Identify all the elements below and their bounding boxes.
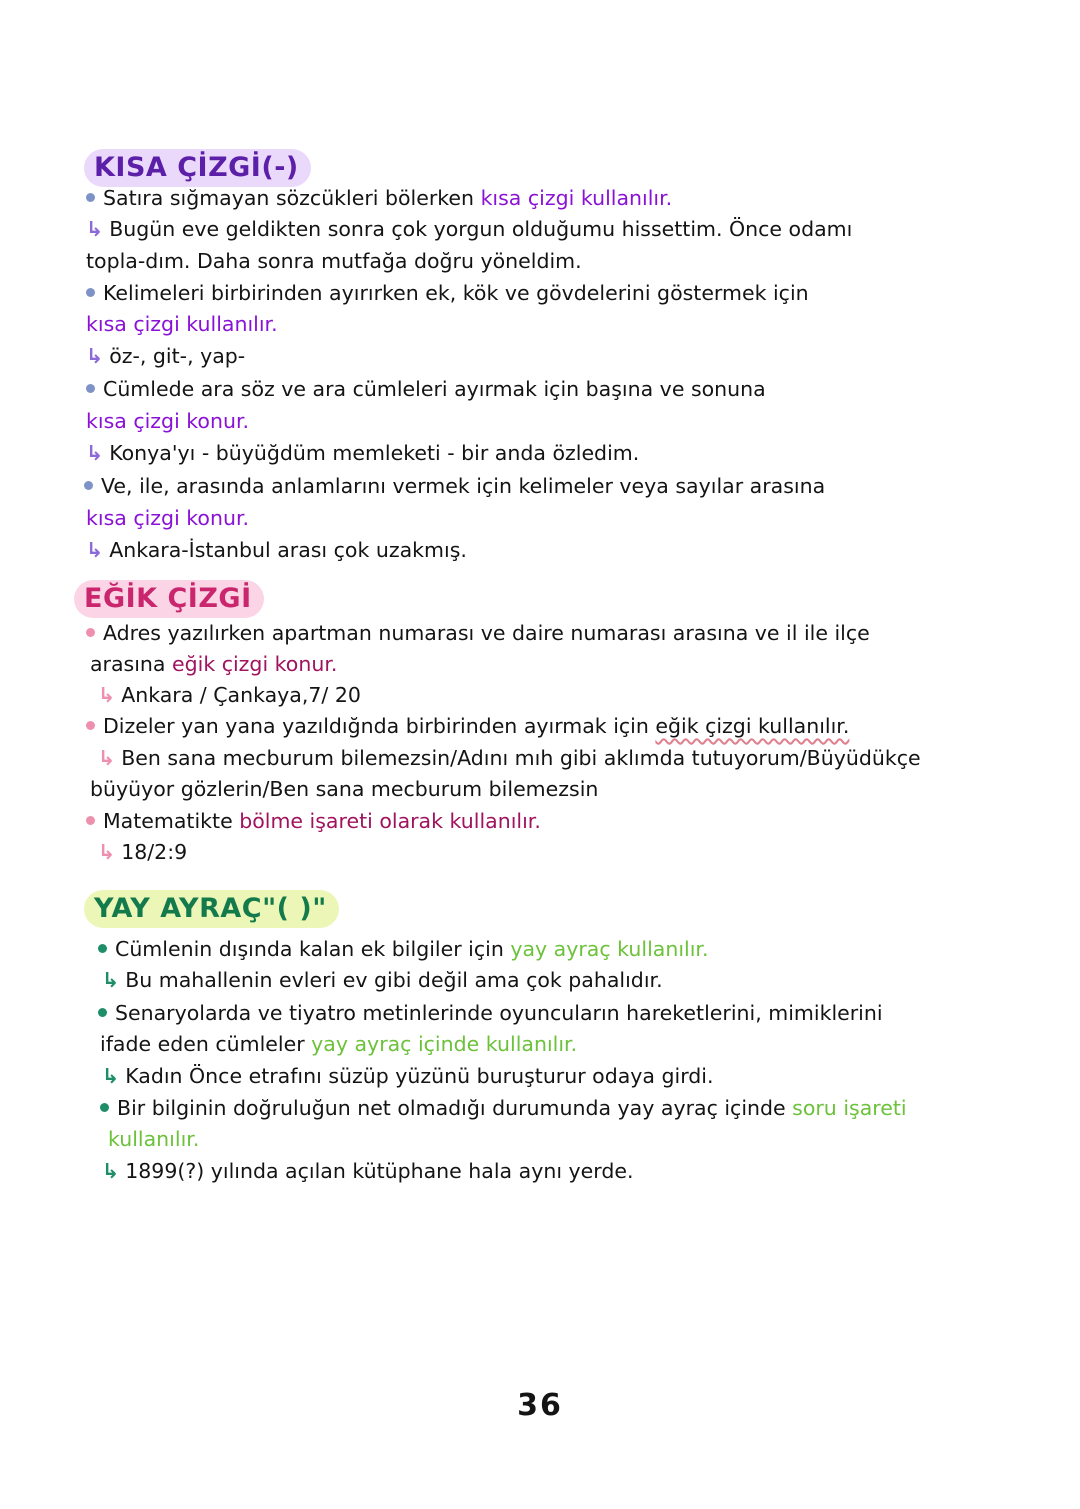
- kisa-highlight-3: kısa çizgi konur.: [86, 409, 250, 433]
- heading-yay-ayrac: YAY AYRAÇ"( )": [84, 890, 339, 928]
- yay-line-4: [100, 1029, 1030, 1059]
- yay-text-2: Senaryolarda ve tiyatro metinlerinde oyuncuların hareketlerini, mimiklerini: [115, 1001, 883, 1025]
- kisa-line-7: [80, 374, 1010, 404]
- egik-line-8: [92, 837, 1022, 867]
- kisa-line-6: [80, 341, 1010, 371]
- kisa-highlight-4: kısa çizgi konur.: [86, 506, 250, 530]
- egik-example-2-cont: büyüyor gözlerin/Ben sana mecburum bilemezsin: [90, 777, 599, 801]
- egik-line-7: [80, 806, 1010, 836]
- egik-line-3: [92, 680, 1022, 710]
- kisa-highlight-2: kısa çizgi kullanılır.: [86, 312, 278, 336]
- yay-highlight-1: yay ayraç kullanılır.: [510, 937, 709, 961]
- kisa-line-4: [80, 278, 1010, 308]
- kisa-line-5: [86, 309, 1016, 339]
- bullet-dot: [98, 944, 107, 953]
- arrow-icon: ↳: [86, 538, 104, 562]
- bullet-dot: [86, 193, 95, 202]
- kisa-example-3: Konya'yı - büyüğdüm memleketi - bir anda özledim.: [109, 441, 640, 465]
- kisa-example-1: Bugün eve geldikten sonra çok yorgun olduğumu hissettim. Önce odamı: [109, 217, 853, 241]
- bullet-dot: [86, 628, 95, 637]
- bullet-dot: [86, 384, 95, 393]
- yay-text-2-cont: ifade eden cümleler: [100, 1032, 312, 1056]
- arrow-icon: ↳: [86, 217, 104, 241]
- egik-text-1: Adres yazılırken apartman numarası ve daire numarası arasına ve il ile ilçe: [103, 621, 870, 645]
- kisa-line-1: [80, 183, 1010, 213]
- egik-line-4: [80, 711, 1010, 741]
- egik-text-2: Dizeler yan yana yazıldığnda birbirinden ayırmak için: [103, 714, 656, 738]
- kisa-line-3: [86, 246, 1016, 276]
- yay-text-1: Cümlenin dışında kalan ek bilgiler için: [115, 937, 511, 961]
- kisa-line-2: [80, 214, 1010, 244]
- yay-line-8: [96, 1156, 1026, 1186]
- kisa-highlight-1: kısa çizgi kullanılır.: [480, 186, 673, 210]
- egik-line-5: [92, 743, 1022, 773]
- kisa-line-11: [86, 503, 1016, 533]
- arrow-icon: ↳: [86, 344, 104, 368]
- yay-line-6: [80, 1093, 1010, 1123]
- egik-highlight-1: eğik çizgi konur.: [172, 652, 338, 676]
- yay-example-2: Kadın Önce etrafını süzüp yüzünü buruşturur odaya girdi.: [125, 1064, 714, 1088]
- kisa-example-2: öz-, git-, yap-: [109, 344, 246, 368]
- bullet-dot: [86, 721, 95, 730]
- egik-line-6: [90, 774, 1020, 804]
- yay-line-3: [80, 998, 1010, 1028]
- egik-text-3: Matematikte: [103, 809, 240, 833]
- section-kisa-cizgi: [80, 145, 1010, 570]
- arrow-icon: ↳: [102, 968, 120, 992]
- heading-egik-cizgi: EĞİK ÇİZGİ: [74, 580, 264, 618]
- yay-example-1: Bu mahallenin evleri ev gibi değil ama çok pahalıdır.: [125, 968, 663, 992]
- egik-example-1: Ankara / Çankaya,7/ 20: [121, 683, 361, 707]
- kisa-text-3: Cümlede ara söz ve ara cümleleri ayırmak için başına ve sonuna: [103, 377, 766, 401]
- bullet-dot: [86, 816, 95, 825]
- yay-line-7: [108, 1124, 1038, 1154]
- arrow-icon: ↳: [86, 441, 104, 465]
- bullet-dot: [86, 288, 95, 297]
- arrow-icon: ↳: [102, 1064, 120, 1088]
- yay-line-5: [96, 1061, 1026, 1091]
- bullet-dot: [84, 481, 93, 490]
- kisa-line-10: [80, 471, 1010, 501]
- bullet-dot: [100, 1103, 109, 1112]
- yay-line-2: [96, 965, 1026, 995]
- egik-example-3: 18/2:9: [121, 840, 188, 864]
- page-number: 36: [517, 1388, 563, 1423]
- yay-highlight-2: yay ayraç içinde kullanılır.: [311, 1032, 578, 1056]
- egik-text-1-cont: arasına: [90, 652, 172, 676]
- yay-text-3: Bir bilginin doğruluğun net olmadığı durumunda yay ayraç içinde: [117, 1096, 793, 1120]
- kisa-text-2: Kelimeleri birbirinden ayırırken ek, kök ve gövdelerini göstermek için: [103, 281, 809, 305]
- kisa-example-4: Ankara-İstanbul arası çok uzakmış.: [109, 538, 467, 562]
- arrow-icon: ↳: [98, 840, 116, 864]
- yay-highlight-3: soru işareti: [792, 1096, 907, 1120]
- kisa-text-1: Satıra sığmayan sözcükleri bölerken: [103, 186, 481, 210]
- yay-example-3: 1899(?) yılında açılan kütüphane hala aynı yerde.: [125, 1159, 634, 1183]
- egik-highlight-2: bölme işareti olarak kullanılır.: [239, 809, 541, 833]
- egik-underlined-1: eğik çizgi kullanılır.: [655, 714, 850, 738]
- kisa-example-1-cont: topla-dım. Daha sonra mutfağa doğru yöneldim.: [86, 249, 582, 273]
- kisa-line-9: [80, 438, 1010, 468]
- kisa-text-4: Ve, ile, arasında anlamlarını vermek için kelimeler veya sayılar arasına: [101, 474, 826, 498]
- section-yay-ayrac: [80, 888, 1010, 1198]
- arrow-icon: ↳: [102, 1159, 120, 1183]
- heading-kisa-cizgi: KISA ÇİZGİ(-): [84, 149, 311, 187]
- arrow-icon: ↳: [98, 746, 116, 770]
- arrow-icon: ↳: [98, 683, 116, 707]
- section-egik-cizgi: [80, 578, 1010, 878]
- egik-example-2: Ben sana mecburum bilemezsin/Adını mıh gibi aklımda tutuyorum/Büyüdükçe: [121, 746, 921, 770]
- yay-highlight-3-cont: kullanılır.: [108, 1127, 200, 1151]
- egik-line-1: [80, 618, 1010, 648]
- egik-line-2: [90, 649, 1020, 679]
- kisa-line-8: [86, 406, 1016, 436]
- bullet-dot: [98, 1008, 107, 1017]
- yay-line-1: [80, 934, 1010, 964]
- kisa-line-12: [80, 535, 1010, 565]
